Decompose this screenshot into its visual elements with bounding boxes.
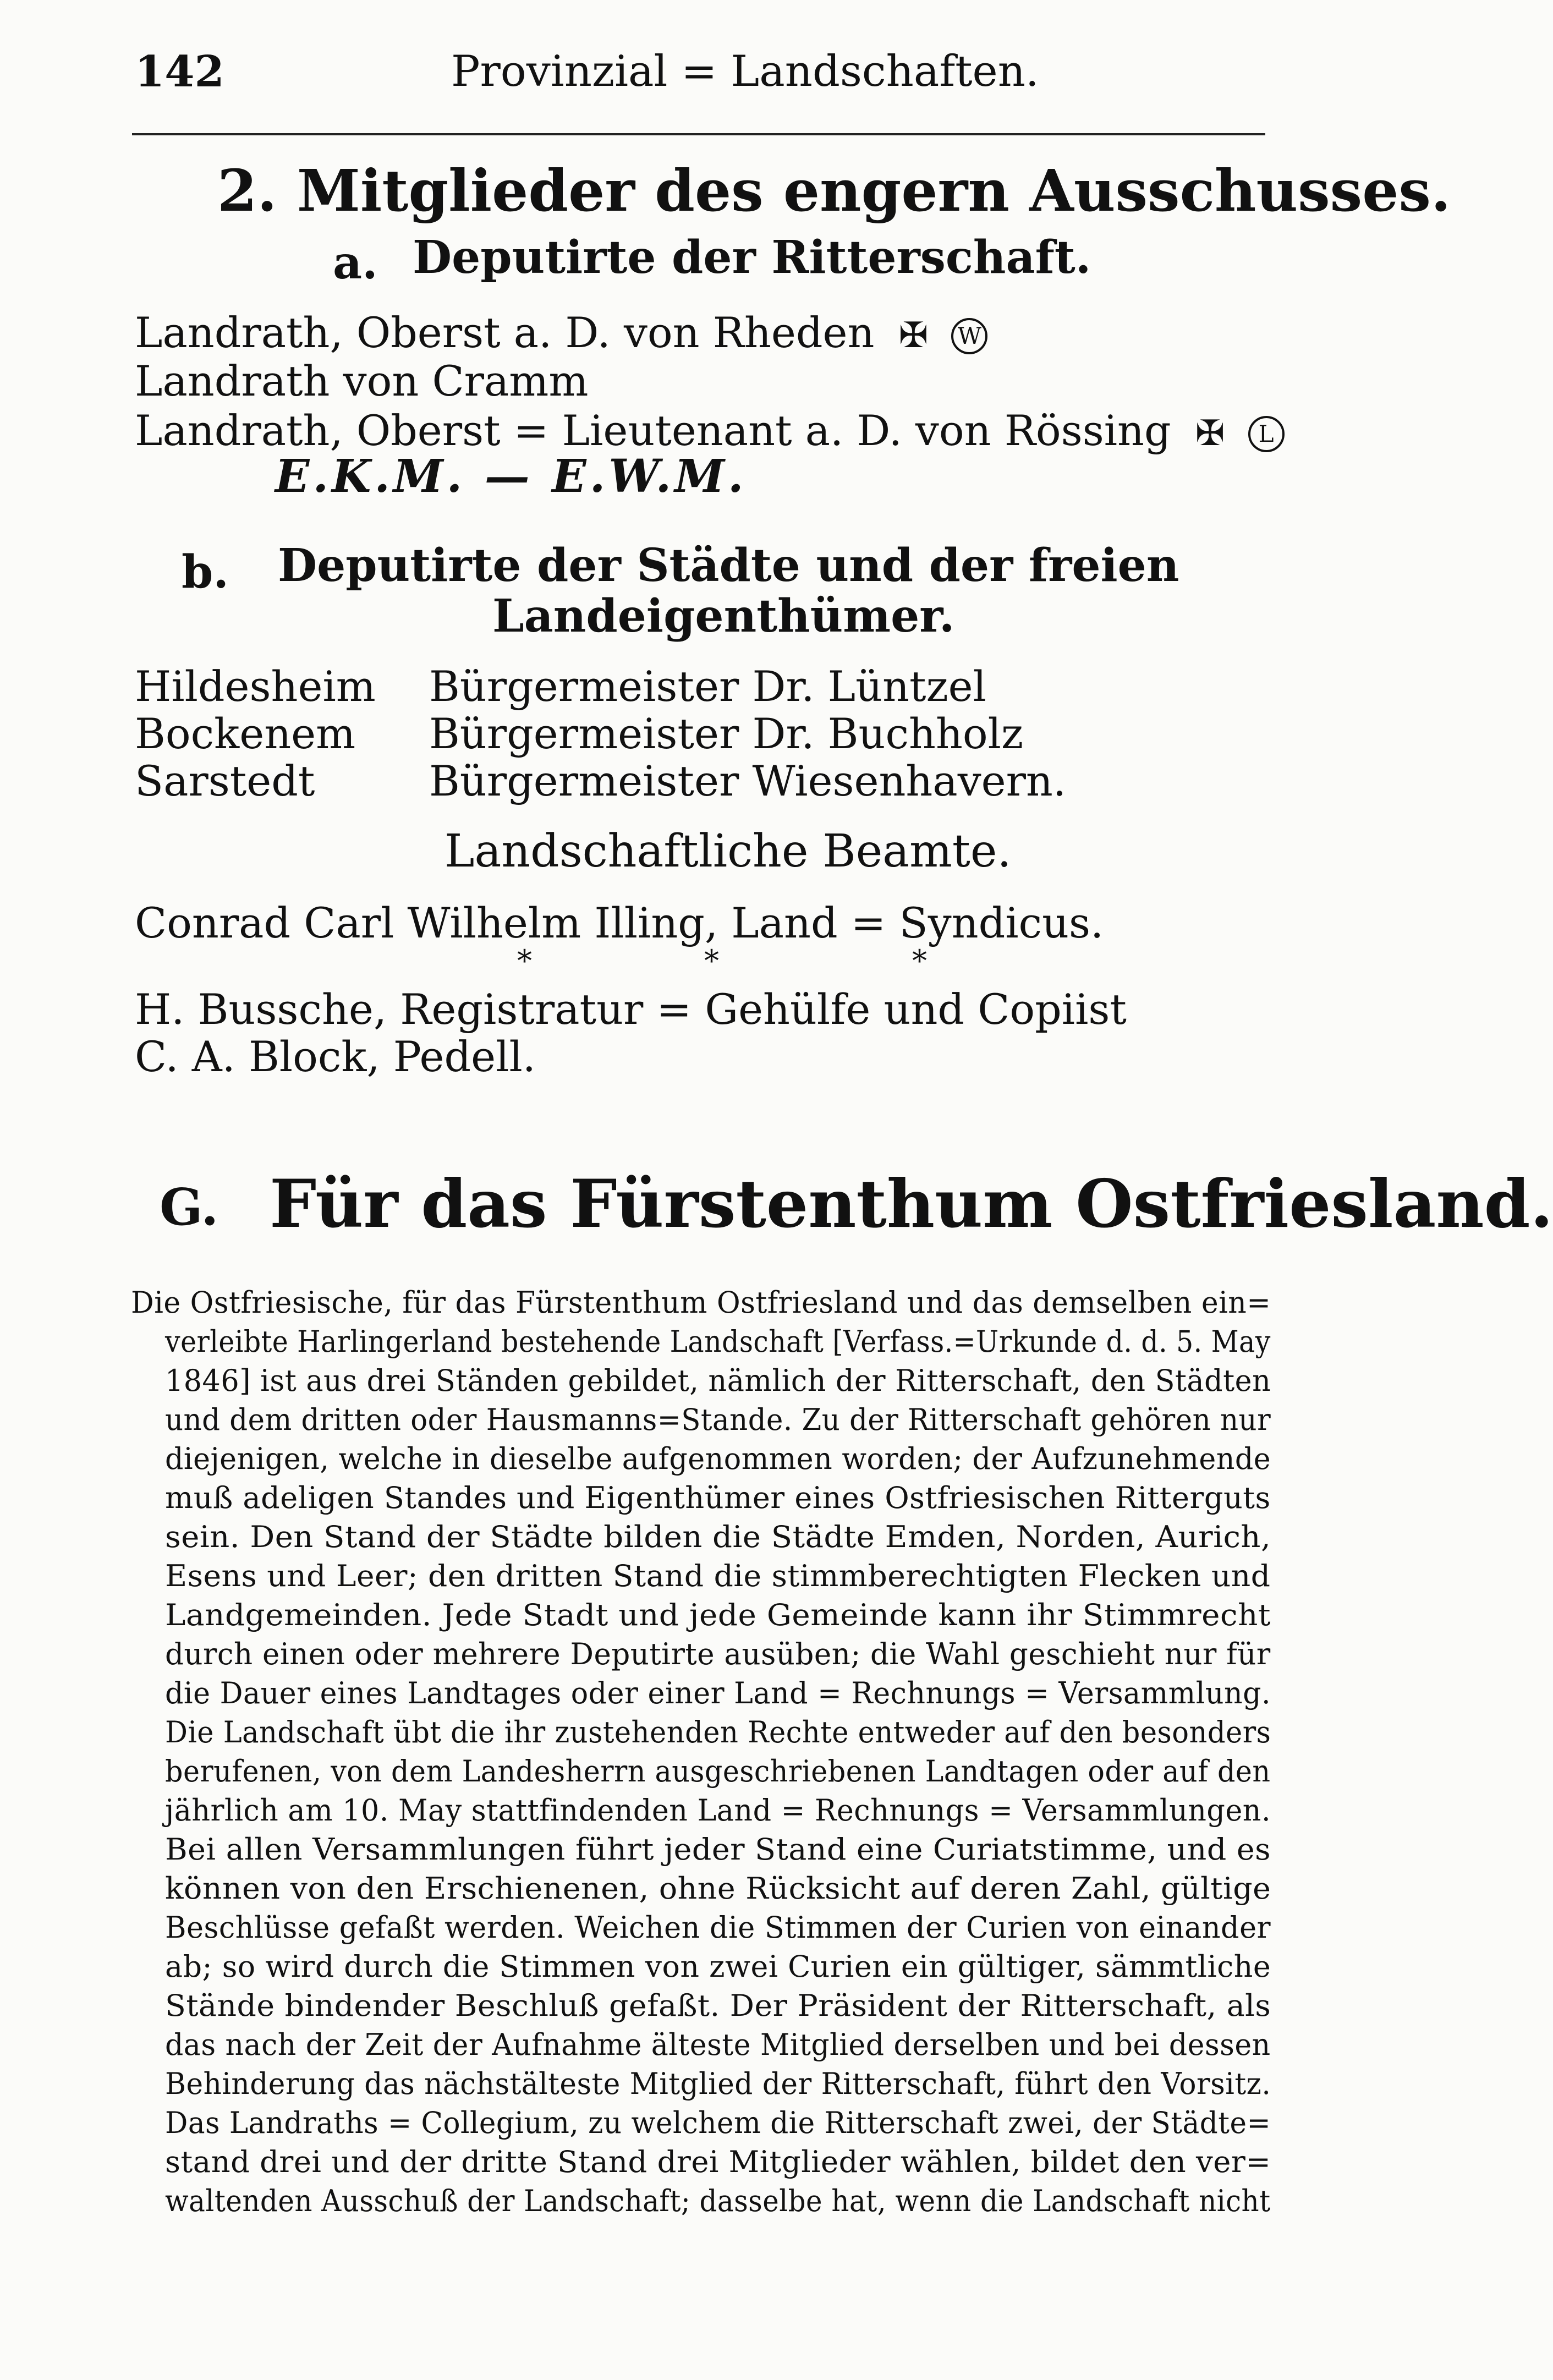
order-badge-w-icon: W — [951, 318, 987, 354]
paragraph-line: Stände bindender Beschluß gefaßt. Der Präsident der Ritterschaft, als — [165, 1988, 1271, 2023]
paragraph-line: Behinderung das nächstälteste Mitglied der Ritterschaft, führt den Vorsitz. — [165, 2066, 1271, 2101]
subsection-b-title-line1: Deputirte der Städte und der freien — [278, 539, 1179, 592]
member-name: Landrath, Oberst = Lieutenant a. D. von Rössing — [135, 406, 1171, 455]
city-official: Bürgermeister Dr. Buchholz — [429, 709, 1024, 758]
section-g-title: Für das Fürstenthum Ostfriesland. — [270, 1165, 1553, 1243]
section-heading: 2. Mitglieder des engern Ausschusses. — [217, 157, 1451, 224]
paragraph-line: Die Landschaft übt die ihr zustehenden Rechte entweder auf den besonders — [165, 1715, 1271, 1750]
paragraph-line: stand drei und der dritte Stand drei Mitglieder wählen, bildet den ver= — [165, 2145, 1271, 2179]
paragraph-line: Esens und Leer; den dritten Stand die stimmberechtigten Flecken und — [165, 1559, 1271, 1593]
paragraph-line: und dem dritten oder Hausmanns=Stande. Zu der Ritterschaft gehören nur — [165, 1402, 1271, 1437]
member-row — [135, 308, 987, 357]
paragraph-line: Landgemeinden. Jede Stadt und jede Gemeinde kann ihr Stimmrecht — [165, 1598, 1271, 1632]
order-badge-l-icon: L — [1248, 416, 1285, 452]
paragraph-line: verleibte Harlingerland bestehende Landschaft [Verfass.=Urkunde d. d. 5. May — [165, 1324, 1271, 1359]
section-g-letter: G. — [160, 1177, 219, 1237]
member-name: Landrath, Oberst a. D. von Rheden — [135, 308, 875, 357]
paragraph-line: 1846] ist aus drei Ständen gebildet, nämlich der Ritterschaft, den Städten — [165, 1363, 1271, 1398]
order-cross-icon: ✠ — [1195, 413, 1225, 454]
paragraph-line: Bei allen Versammlungen führt jeder Stand eine Curiatstimme, und es — [165, 1832, 1271, 1867]
paragraph-line: das nach der Zeit der Aufnahme älteste Mitglied derselben und bei dessen — [165, 2027, 1271, 2062]
running-title: Provinzial = Landschaften. — [451, 47, 1039, 96]
member-row — [135, 357, 588, 405]
paragraph-line: muß adeligen Standes und Eigenthümer eines Ostfriesischen Ritterguts — [165, 1480, 1271, 1515]
member-row — [135, 406, 1285, 455]
separator-star: * — [517, 944, 532, 978]
city-name: Sarstedt — [135, 756, 315, 805]
member-name: Landrath von Cramm — [135, 357, 589, 405]
separator-star: * — [912, 944, 927, 978]
paragraph-line: waltenden Ausschuß der Landschaft; dasselbe hat, wenn die Landschaft nicht — [165, 2184, 1271, 2218]
staff-line: H. Bussche, Registratur = Gehülfe und Copiist — [135, 985, 1127, 1034]
syndicus-line: Conrad Carl Wilhelm Illing, Land = Syndicus. — [135, 898, 1104, 947]
orders-line: E.K.M. — E.W.M. — [275, 450, 747, 503]
city-official: Bürgermeister Dr. Lüntzel — [429, 662, 986, 711]
paragraph-line: jährlich am 10. May stattfindenden Land = Rechnungs = Versammlungen. — [165, 1793, 1271, 1828]
paragraph-line: berufenen, von dem Landesherrn ausgeschriebenen Landtagen oder auf den — [165, 1754, 1271, 1789]
city-official: Bürgermeister Wiesenhavern. — [429, 756, 1067, 805]
header-rule — [132, 133, 1265, 135]
paragraph-line: diejenigen, welche in dieselbe aufgenommen worden; der Aufzunehmende — [165, 1441, 1271, 1476]
paragraph-line: ab; so wird durch die Stimmen von zwei Curien ein gültiger, sämmtliche — [165, 1949, 1271, 1984]
city-name: Hildesheim — [135, 662, 376, 711]
paragraph-line: Die Ostfriesische, für das Fürstenthum Ostfriesland und das demselben ein= — [131, 1285, 1271, 1320]
page-number: 142 — [135, 47, 224, 97]
paragraph-line: Das Landraths = Collegium, zu welchem die Ritterschaft zwei, der Städte= — [165, 2105, 1271, 2140]
paragraph-line: sein. Den Stand der Städte bilden die Städte Emden, Norden, Aurich, — [165, 1520, 1271, 1554]
paragraph-line: die Dauer eines Landtages oder einer Land = Rechnungs = Versammlung. — [165, 1676, 1271, 1710]
paragraph-line: können von den Erschienenen, ohne Rücksicht auf deren Zahl, gültige — [165, 1871, 1271, 1906]
city-name: Bockenem — [135, 709, 356, 758]
subsection-b-title-line2: Landeigenthümer. — [492, 590, 955, 643]
subsection-b-letter: b. — [182, 546, 229, 599]
separator-star: * — [704, 944, 719, 978]
paragraph-line: durch einen oder mehrere Deputirte ausüben; die Wahl geschieht nur für — [165, 1637, 1271, 1671]
subsection-a-letter: a. — [333, 237, 378, 289]
paragraph-line: Beschlüsse gefaßt werden. Weichen die Stimmen der Curien von einander — [165, 1910, 1271, 1945]
staff-line: C. A. Block, Pedell. — [135, 1032, 536, 1081]
officials-heading: Landschaftliche Beamte. — [445, 825, 1012, 878]
subsection-a-title: Deputirte der Ritterschaft. — [413, 231, 1091, 284]
order-cross-icon: ✠ — [898, 315, 929, 356]
